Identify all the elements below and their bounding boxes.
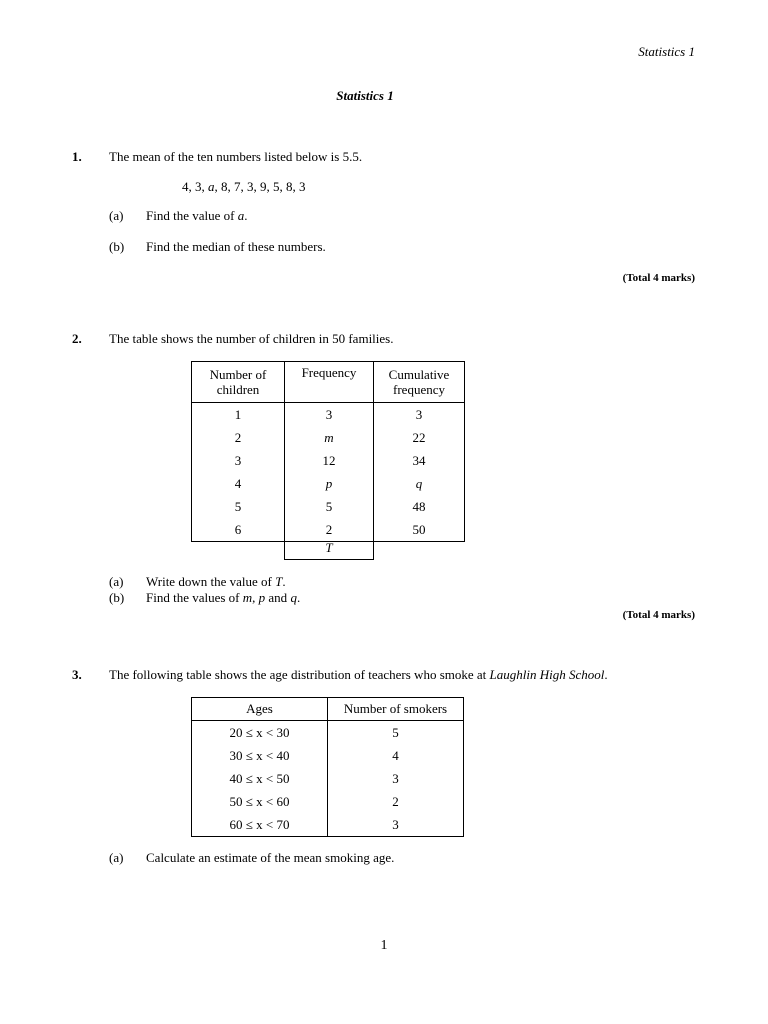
- table-cell: 2: [192, 426, 285, 449]
- question-2-part-b-text: [146, 590, 300, 606]
- table-cell: 50 ≤ x < 60: [192, 790, 328, 813]
- table-cell: p: [285, 472, 374, 495]
- question-2-part-a-label: (a): [109, 574, 124, 589]
- question-1-part-a-label: (a): [109, 208, 124, 223]
- table-cell: 12: [285, 449, 374, 472]
- header-cumulative-frequency: [374, 362, 465, 403]
- table-cell: 48: [374, 495, 465, 518]
- table-row: [192, 813, 464, 837]
- table-header-row: [192, 362, 465, 403]
- question-3-part-a-text: Calculate an estimate of the mean smoking age.: [146, 850, 395, 865]
- part-var: T: [275, 574, 283, 589]
- table-row: [192, 426, 465, 449]
- header-ages: Ages: [192, 698, 328, 721]
- header-line: frequency: [393, 382, 445, 397]
- table-row: [192, 721, 464, 745]
- table-cell: 5: [285, 495, 374, 518]
- question-3-number: 3.: [72, 667, 82, 682]
- table-cell: 4: [328, 744, 464, 767]
- table-cell: 34: [374, 449, 465, 472]
- table-row: [192, 767, 464, 790]
- table-cell: 6: [192, 518, 285, 542]
- table-cell: 5: [192, 495, 285, 518]
- table-cell: 30 ≤ x < 40: [192, 744, 328, 767]
- table-cell: 2: [328, 790, 464, 813]
- table-cell: 20 ≤ x < 30: [192, 721, 328, 745]
- part-var-p: p: [258, 590, 266, 605]
- part-var-q: q: [290, 590, 297, 605]
- header-line: children: [216, 382, 260, 397]
- table-cell: m: [285, 426, 374, 449]
- header-frequency: [285, 362, 374, 403]
- table-header-row: [192, 698, 464, 721]
- table-cell: 60 ≤ x < 70: [192, 813, 328, 837]
- number-list-post: , 8, 7, 3, 9, 5, 8, 3: [214, 179, 306, 194]
- part-var-m: m: [242, 590, 253, 605]
- question-3-part-a-label: (a): [109, 850, 124, 865]
- table-cell: 5: [328, 721, 464, 745]
- question-1-part-b-text: Find the median of these numbers.: [146, 239, 326, 254]
- table-cell: 3: [285, 403, 374, 427]
- part-text-post: .: [296, 590, 301, 605]
- table-cell: 3: [374, 403, 465, 427]
- table-row: [192, 449, 465, 472]
- table-row: [192, 790, 464, 813]
- table-row: [192, 495, 465, 518]
- question-2-number: 2.: [72, 331, 82, 346]
- frequency-total-cell: T: [284, 537, 374, 560]
- part-text-post: .: [244, 208, 248, 223]
- header-line: Frequency: [301, 365, 357, 380]
- table-cell: 2: [285, 518, 374, 542]
- running-header: Statistics 1: [638, 44, 695, 59]
- stem-text-pre: The following table shows the age distribution of teachers who smoke at: [109, 667, 490, 682]
- question-2-part-a-text: [146, 574, 286, 590]
- part-var: a: [237, 208, 245, 223]
- question-1-marks: (Total 4 marks): [622, 272, 695, 284]
- question-1-number: 1.: [72, 149, 82, 164]
- part-text-post: .: [282, 574, 286, 589]
- part-sep: and: [265, 590, 291, 605]
- header-number-of-smokers: Number of smokers: [328, 698, 464, 721]
- part-text-pre: Write down the value of: [146, 574, 276, 589]
- part-text-pre: Find the value of: [146, 208, 238, 223]
- question-2-part-b-label: (b): [109, 590, 125, 605]
- page-number: 1: [380, 938, 388, 953]
- part-text-pre: Find the values of: [146, 590, 243, 605]
- page-title: Statistics 1: [336, 88, 394, 103]
- part-sep: ,: [252, 590, 259, 605]
- header-line: Cumulative: [388, 367, 450, 382]
- number-list-pre: 4, 3,: [182, 179, 208, 194]
- children-frequency-table: [191, 361, 465, 542]
- stem-text-post: .: [604, 667, 608, 682]
- table-row: [192, 403, 465, 427]
- question-2-stem: The table shows the number of children in 50 families.: [109, 331, 394, 346]
- header-number-of-children: [192, 362, 285, 403]
- header-line: Number of: [209, 367, 267, 382]
- school-name: Laughlin High School: [489, 667, 605, 682]
- table-cell: 1: [192, 403, 285, 427]
- table-cell: 3: [328, 813, 464, 837]
- table-cell: 4: [192, 472, 285, 495]
- table-cell: q: [374, 472, 465, 495]
- question-1-number-list: [182, 179, 306, 195]
- table-cell: 3: [192, 449, 285, 472]
- question-1-stem: The mean of the ten numbers listed below is 5.5.: [109, 149, 363, 164]
- table-cell: 22: [374, 426, 465, 449]
- table-cell: 40 ≤ x < 50: [192, 767, 328, 790]
- table-cell: 3: [328, 767, 464, 790]
- number-list-var: a: [208, 179, 215, 194]
- table-row: [192, 472, 465, 495]
- question-1-part-b-label: (b): [109, 239, 125, 254]
- table-row: [192, 744, 464, 767]
- table-cell: 50: [374, 518, 465, 542]
- question-3-stem: [109, 667, 608, 683]
- question-2-marks: (Total 4 marks): [622, 609, 695, 621]
- smokers-age-table: [191, 697, 464, 837]
- question-1-part-a-text: [146, 208, 247, 224]
